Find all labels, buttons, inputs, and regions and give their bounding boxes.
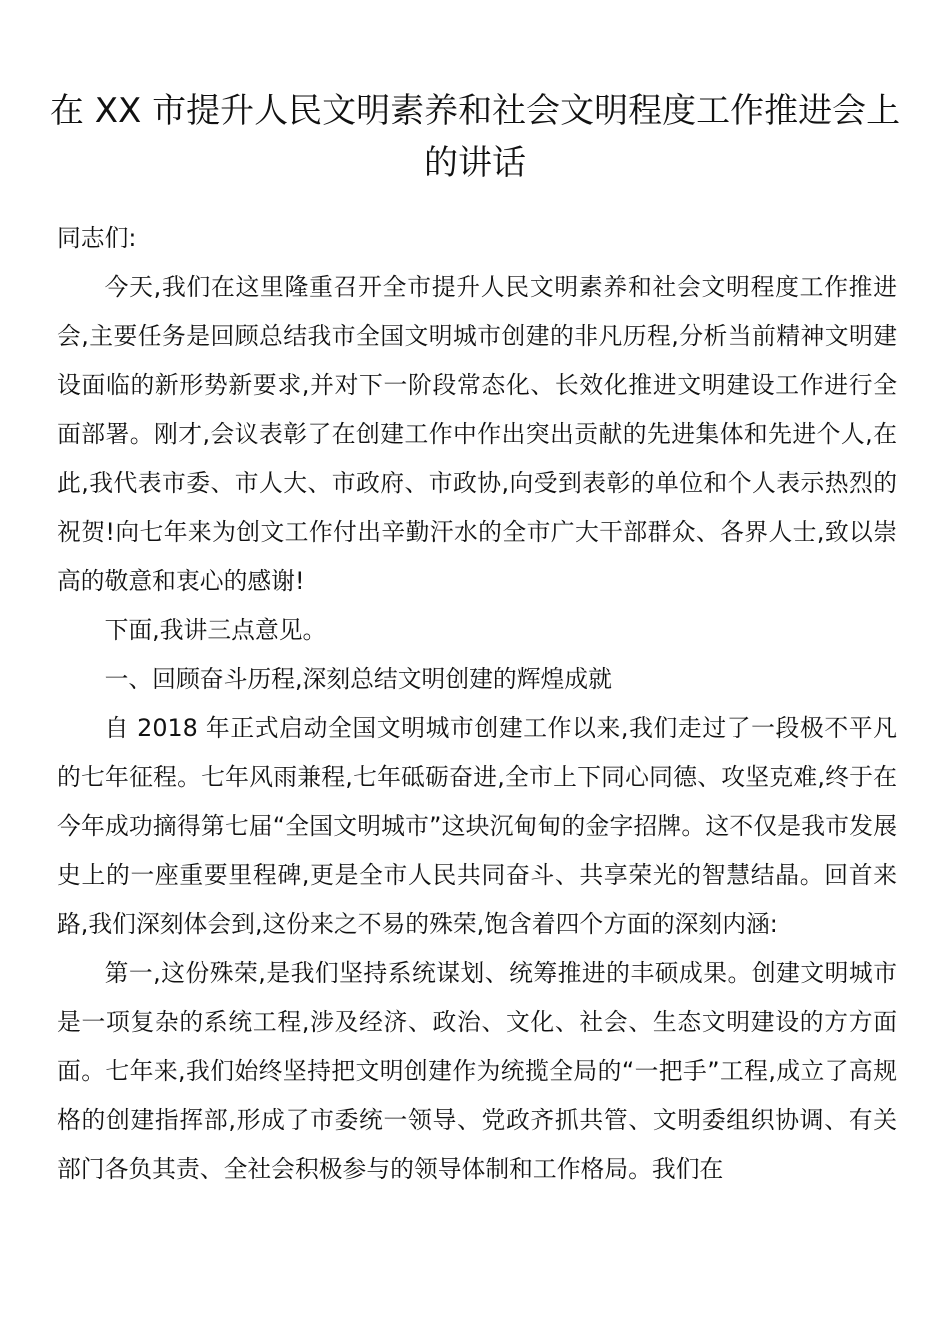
paragraph-outline: 下面,我讲三点意见。 [104, 616, 327, 644]
document-title: 在 XX 市提升人民文明素养和社会文明程度工作推进会上的讲话 [49, 90, 901, 183]
section-heading-one: 一、回顾奋斗历程,深刻总结文明创建的辉煌成就 [104, 665, 612, 693]
document-body [57, 214, 897, 1194]
paragraph-first-point: 第一,这份殊荣,是我们坚持系统谋划、统筹推进的丰硕成果。创建文明城市是一项复杂的系统工程,涉及经济、政治、文化、社会、生态文明建设的方方面面。七年来,我们始终坚持把文明创建作为统揽全局的“一把手”工程,成立了高规格的创建指挥部,形成了市委统一领导、党政齐抓共管、文明委组织协调、有关部门各负其责、全社会积极参与的领导体制和工作格局。我们在 [57, 959, 897, 1183]
salutation: 同志们: [57, 224, 137, 252]
paragraph-opening: 今天,我们在这里隆重召开全市提升人民文明素养和社会文明程度工作推进会,主要任务是回顾总结我市全国文明城市创建的非凡历程,分析当前精神文明建设面临的新形势新要求,并对下一阶段常态化、长效化推进文明建设工作进行全面部署。刚才,会议表彰了在创建工作中作出突出贡献的先进集体和先进个人,在此,我代表市委、市人大、市政府、市政协,向受到表彰的单位和个人表示热烈的祝贺!向七年来为创文工作付出辛勤汗水的全市广大干部群众、各界人士,致以崇高的敬意和衷心的感谢! [57, 273, 897, 595]
paragraph-history: 自 2018 年正式启动全国文明城市创建工作以来,我们走过了一段极不平凡的七年征程。七年风雨兼程,七年砥砺奋进,全市上下同心同德、攻坚克难,终于在今年成功摘得第七届“全国文明城市”这块沉甸甸的金字招牌。这不仅是我市发展史上的一座重要里程碑,更是全市人民共同奋斗、共享荣光的智慧结晶。回首来路,我们深刻体会到,这份来之不易的殊荣,饱含着四个方面的深刻内涵: [57, 714, 897, 938]
